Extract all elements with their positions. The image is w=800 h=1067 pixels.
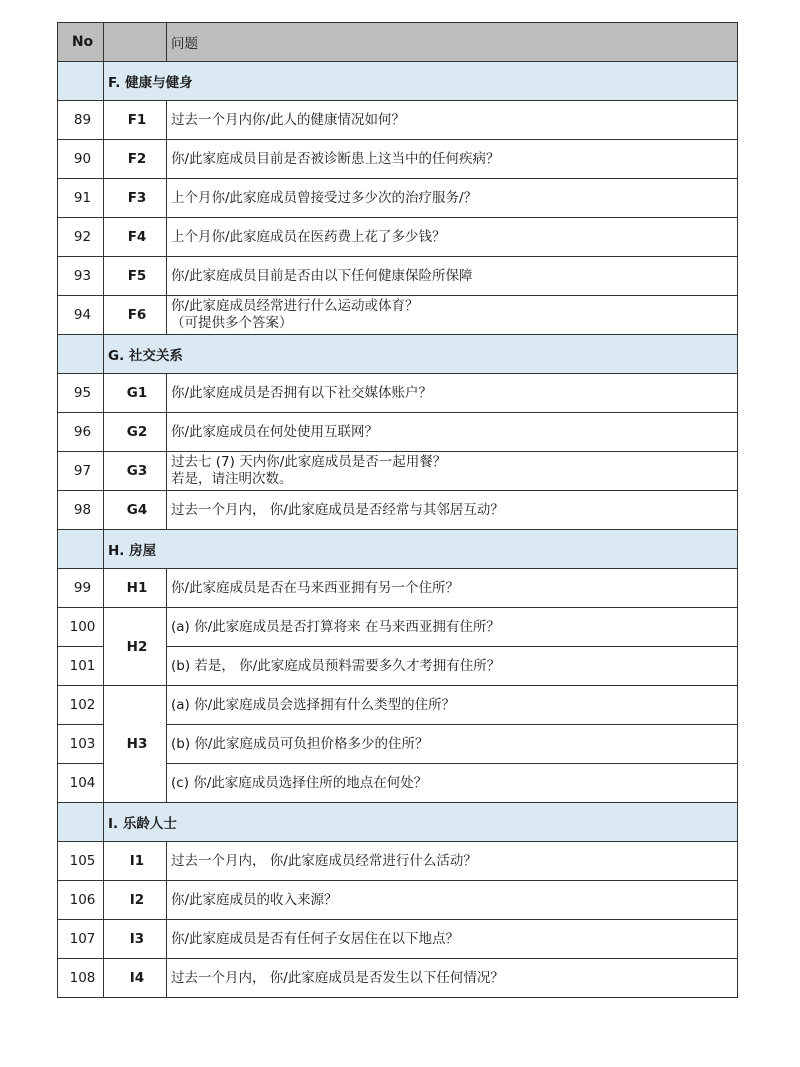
question-code: H3 — [104, 686, 167, 803]
question-code: F1 — [104, 101, 167, 140]
question-line: 你/此家庭成员目前是否被诊断患上这当中的任何疾病？ — [171, 150, 500, 167]
question-row — [58, 257, 738, 296]
header-question: 问题 — [167, 23, 738, 62]
question-text — [167, 140, 738, 179]
question-row — [58, 959, 738, 998]
question-row — [58, 101, 738, 140]
question-line: 你/此家庭成员目前是否由以下任何健康保险所保障 — [171, 267, 473, 284]
question-row — [58, 686, 738, 725]
section-title: G. 社交关系 — [104, 335, 738, 374]
question-text — [167, 491, 738, 530]
question-code: F5 — [104, 257, 167, 296]
question-code: G3 — [104, 452, 167, 491]
questionnaire-body — [58, 23, 738, 998]
question-row — [58, 608, 738, 647]
question-row — [58, 296, 738, 335]
section-no-cell — [58, 803, 104, 842]
question-text — [167, 218, 738, 257]
section-row — [58, 335, 738, 374]
question-code: I1 — [104, 842, 167, 881]
question-number: 91 — [58, 179, 104, 218]
section-title: F. 健康与健身 — [104, 62, 738, 101]
question-text — [167, 725, 738, 764]
question-number: 99 — [58, 569, 104, 608]
question-line: 过去一个月内， 你/此家庭成员是否发生以下任何情况？ — [171, 969, 504, 986]
question-number: 104 — [58, 764, 104, 803]
question-code: G2 — [104, 413, 167, 452]
question-code: G1 — [104, 374, 167, 413]
question-number: 106 — [58, 881, 104, 920]
question-text — [167, 608, 738, 647]
question-text — [167, 257, 738, 296]
question-line: 你/此家庭成员的收入来源？ — [171, 891, 338, 908]
question-code: I2 — [104, 881, 167, 920]
question-text — [167, 647, 738, 686]
question-row — [58, 374, 738, 413]
question-code: F3 — [104, 179, 167, 218]
question-row — [58, 140, 738, 179]
header-row — [58, 23, 738, 62]
question-row — [58, 179, 738, 218]
question-line: 你/此家庭成员在何处使用互联网？ — [171, 423, 379, 440]
question-text — [167, 569, 738, 608]
question-line: 过去一个月内你/此人的健康情况如何？ — [171, 111, 406, 128]
section-no-cell — [58, 335, 104, 374]
question-text — [167, 296, 738, 335]
question-number: 105 — [58, 842, 104, 881]
question-row — [58, 452, 738, 491]
question-line: 上个月你/此家庭成员在医药费上花了多少钱？ — [171, 228, 446, 245]
question-row — [58, 881, 738, 920]
question-number: 98 — [58, 491, 104, 530]
question-code: H1 — [104, 569, 167, 608]
question-number: 108 — [58, 959, 104, 998]
question-text — [167, 764, 738, 803]
question-code: G4 — [104, 491, 167, 530]
question-line: (b) 你/此家庭成员可负担价格多少的住所？ — [171, 735, 429, 752]
question-text — [167, 413, 738, 452]
question-number: 100 — [58, 608, 104, 647]
question-row — [58, 842, 738, 881]
section-title: I. 乐龄人士 — [104, 803, 738, 842]
question-text — [167, 179, 738, 218]
question-number: 92 — [58, 218, 104, 257]
question-row — [58, 218, 738, 257]
question-row — [58, 491, 738, 530]
question-code: I4 — [104, 959, 167, 998]
question-text — [167, 452, 738, 491]
question-text — [167, 101, 738, 140]
question-text — [167, 920, 738, 959]
section-no-cell — [58, 62, 104, 101]
question-number: 94 — [58, 296, 104, 335]
question-row — [58, 413, 738, 452]
question-line: (a) 你/此家庭成员是否打算将来 在马来西亚拥有住所？ — [171, 618, 500, 635]
question-number: 102 — [58, 686, 104, 725]
questionnaire-table — [57, 22, 738, 998]
question-code: H2 — [104, 608, 167, 686]
question-number: 97 — [58, 452, 104, 491]
question-number: 103 — [58, 725, 104, 764]
header-code — [104, 23, 167, 62]
question-code: F4 — [104, 218, 167, 257]
question-line: 若是，请注明次数。 — [171, 471, 293, 487]
question-line: (b) 若是， 你/此家庭成员预料需要多久才考拥有住所？ — [171, 657, 501, 674]
question-line: 你/此家庭成员是否在马来西亚拥有另一个住所？ — [171, 579, 460, 596]
question-line: 你/此家庭成员经常进行什么运动或体育？ — [171, 298, 419, 314]
question-line: 你/此家庭成员是否有任何子女居住在以下地点？ — [171, 930, 460, 947]
question-line: 你/此家庭成员是否拥有以下社交媒体账户？ — [171, 384, 433, 401]
question-line: (c) 你/此家庭成员选择住所的地点在何处？ — [171, 774, 428, 791]
question-line: 过去一个月内， 你/此家庭成员经常进行什么活动？ — [171, 852, 477, 869]
question-number: 95 — [58, 374, 104, 413]
question-line: 过去七 (7) 天内你/此家庭成员是否一起用餐？ — [171, 454, 447, 470]
header-no: No — [58, 23, 104, 62]
question-row — [58, 569, 738, 608]
section-no-cell — [58, 530, 104, 569]
section-title: H. 房屋 — [104, 530, 738, 569]
question-text — [167, 374, 738, 413]
question-number: 96 — [58, 413, 104, 452]
question-text — [167, 686, 738, 725]
question-code: F6 — [104, 296, 167, 335]
question-code: F2 — [104, 140, 167, 179]
question-line: 过去一个月内， 你/此家庭成员是否经常与其邻居互动？ — [171, 501, 504, 518]
question-text — [167, 881, 738, 920]
question-code: I3 — [104, 920, 167, 959]
question-text — [167, 959, 738, 998]
question-row — [58, 920, 738, 959]
section-row — [58, 803, 738, 842]
question-text — [167, 842, 738, 881]
section-row — [58, 530, 738, 569]
question-line: (a) 你/此家庭成员会选择拥有什么类型的住所？ — [171, 696, 456, 713]
question-line: （可提供多个答案） — [171, 315, 293, 331]
question-number: 93 — [58, 257, 104, 296]
question-number: 101 — [58, 647, 104, 686]
question-number: 107 — [58, 920, 104, 959]
question-line: 上个月你/此家庭成员曾接受过多少次的治疗服务/？ — [171, 189, 478, 206]
question-number: 89 — [58, 101, 104, 140]
section-row — [58, 62, 738, 101]
question-number: 90 — [58, 140, 104, 179]
